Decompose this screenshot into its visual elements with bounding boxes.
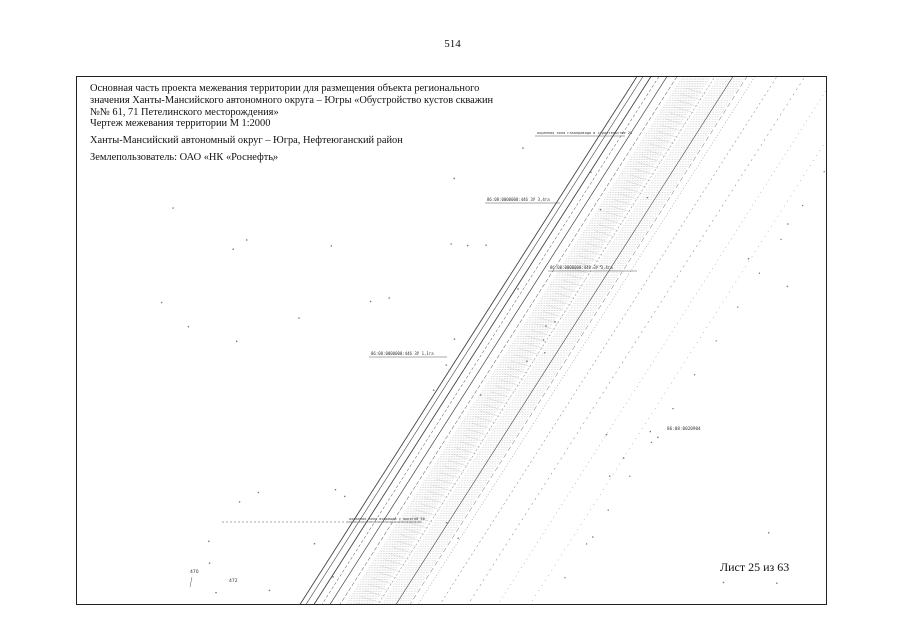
title-line-2: значения Ханты-Мансийского автономного округа – Югры «Обустройство кустов скважин <box>90 94 494 106</box>
drawing-label-5: 86:08:0020904 <box>667 427 701 432</box>
point-tick-470 <box>190 577 192 587</box>
drawing-label-2: 86:08:0000000:446 ЗУ 3,4га <box>487 197 550 202</box>
drawing-label-6: охранная зона водовода с высотой 30 <box>349 517 425 521</box>
sheet-number: Лист 25 из 63 <box>720 560 790 574</box>
drawing-label-3: 86:08:0000000:448 ЗУ 3,4га <box>550 265 613 270</box>
drawing-label-7: 470 <box>190 570 199 575</box>
drawing-label-4: 86:08:0000000:446 ЗУ 1,1га <box>371 351 434 356</box>
page-number: 514 <box>444 38 461 50</box>
title-line-3: №№ 61, 71 Петелинского месторождения» <box>90 106 279 118</box>
drawing-label-1: охранная зона газопровода в строительстве 2% <box>537 131 633 135</box>
drawing-label-8: 472 <box>229 579 238 584</box>
drawing-sheet <box>76 76 827 605</box>
title-line-4: Чертеж межевания территории М 1:2000 <box>90 118 271 130</box>
title-block <box>90 83 560 164</box>
title-line-1: Основная часть проекта межевания территории для размещения объекта регионального <box>90 83 480 94</box>
land-user-line: Землепользователь: ОАО «НК «Роснефть» <box>90 151 279 163</box>
location-line: Ханты-Мансийский автономный округ – Югра, Нефтеюганский район <box>90 135 403 147</box>
